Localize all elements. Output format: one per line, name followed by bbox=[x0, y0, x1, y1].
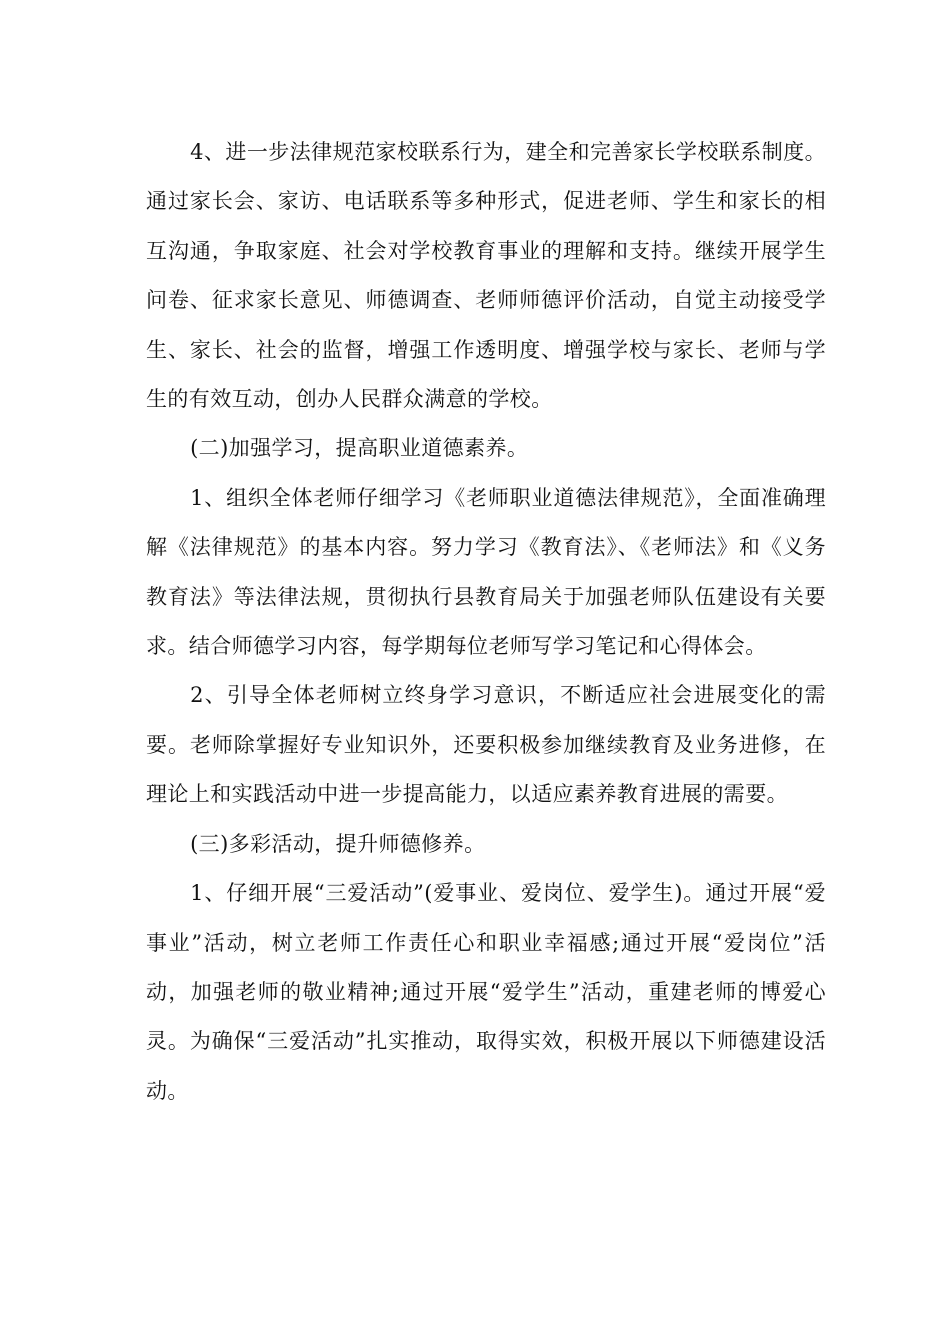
paragraph-study-norms: 1、组织全体老师仔细学习《老师职业道德法律规范》，全面准确理解《法律规范》的基本内容。努力学习《教育法》、《老师法》和《义务教育法》等法律法规，贯彻执行县教育局关于加强老师队伍建设有关要求。结合师德学习内容，每学期每位老师写学习笔记和心得体会。 bbox=[146, 485, 826, 659]
section-heading-strengthen-study: (二)加强学习，提高职业道德素养。 bbox=[190, 436, 529, 461]
section-heading-activities: (三)多彩活动，提升师德修养。 bbox=[190, 831, 486, 856]
paragraph-three-loves: 1、仔细开展“三爱活动”(爱事业、爱岗位、爱学生)。通过开展“爱事业”活动，树立老师工作责任心和职业幸福感;通过开展“爱岗位”活动，加强老师的敬业精神;通过开展“爱学生”活动，重建老师的博爱心灵。为确保“三爱活动”扎实推动，取得实效，积极开展以下师德建设活动。 bbox=[146, 881, 826, 1103]
paragraph-lifelong-learning: 2、引导全体老师树立终身学习意识，不断适应社会进展变化的需要。老师除掌握好专业知识外，还要积极参加继续教育及业务进修，在理论上和实践活动中进一步提高能力，以适应素养教育进展的需要。 bbox=[146, 683, 826, 807]
paragraph-home-school-contact: 4、进一步法律规范家校联系行为，建全和完善家长学校联系制度。通过家长会、家访、电话联系等多种形式，促进老师、学生和家长的相互沟通，争取家庭、社会对学校教育事业的理解和支持。继续开展学生问卷、征求家长意见、师德调查、老师师德评价活动，自觉主动接受学生、家长、社会的监督，增强工作透明度、增强学校与家长、老师与学生的有效互动，创办人民群众满意的学校。 bbox=[146, 140, 826, 412]
document-body bbox=[146, 128, 826, 1116]
